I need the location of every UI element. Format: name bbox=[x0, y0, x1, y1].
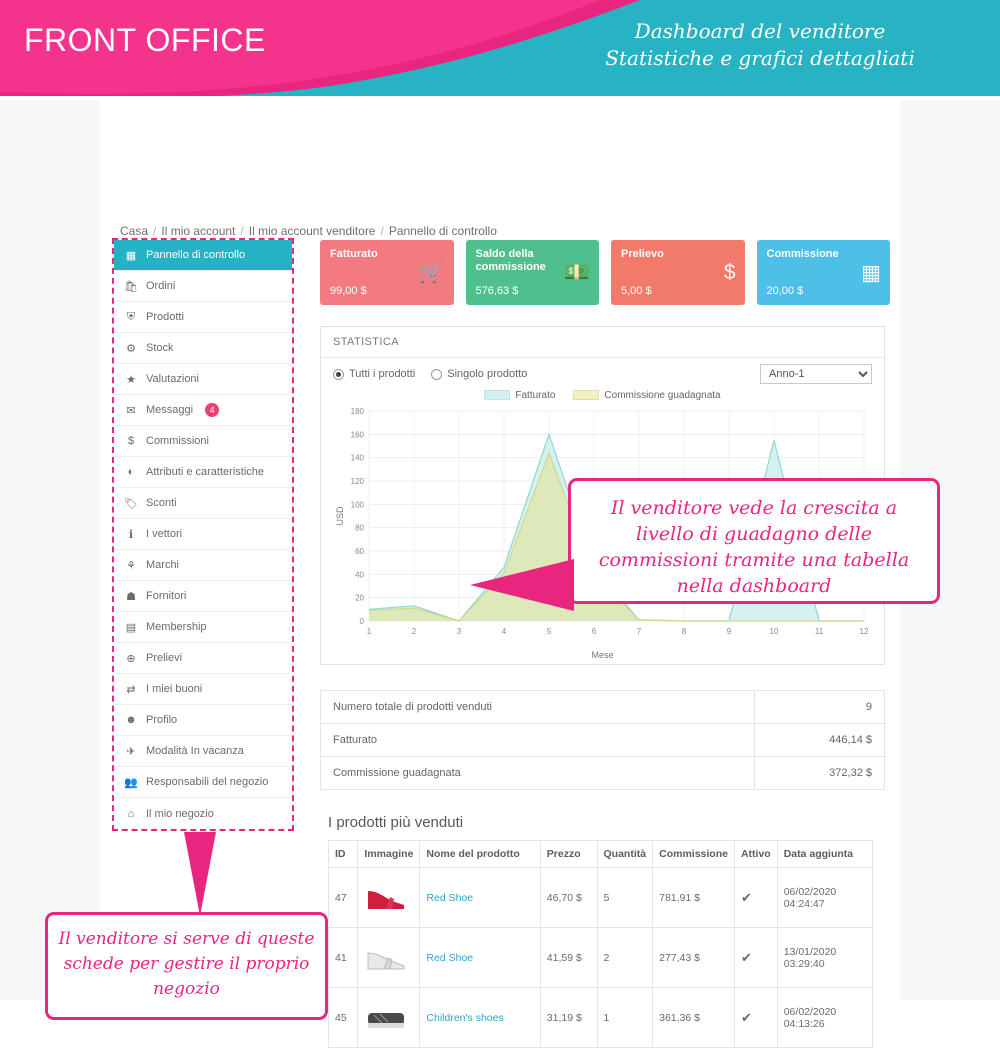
staff-icon: 👥 bbox=[124, 776, 138, 789]
svg-text:4: 4 bbox=[501, 627, 507, 636]
kpi-title: Saldo della commissione bbox=[475, 248, 546, 273]
sidebar-item-label: Ordini bbox=[146, 280, 176, 292]
svg-text:12: 12 bbox=[859, 627, 869, 636]
breadcrumb-sep: / bbox=[240, 224, 244, 238]
product-date-added: 06/02/2020 04:13:26 bbox=[777, 988, 872, 1048]
card-icon: ▤ bbox=[125, 621, 137, 634]
sidebar-item-fornitori[interactable] bbox=[114, 581, 292, 612]
sidebar-item-label: Responsabili del negozio bbox=[146, 776, 269, 788]
sidebar-item-label: Messaggi bbox=[146, 404, 194, 416]
summary-value: 9 bbox=[755, 691, 885, 724]
svg-text:120: 120 bbox=[350, 477, 364, 486]
svg-text:3: 3 bbox=[456, 627, 462, 636]
svg-text:20: 20 bbox=[355, 593, 364, 603]
sidebar-item-stock[interactable] bbox=[114, 333, 292, 364]
svg-text:5: 5 bbox=[546, 627, 552, 636]
svg-text:6: 6 bbox=[591, 627, 597, 636]
grid-icon: ▦ bbox=[861, 261, 881, 284]
svg-text:1: 1 bbox=[366, 627, 372, 636]
sidebar-item-membership[interactable] bbox=[114, 612, 292, 643]
svg-text:11: 11 bbox=[814, 627, 824, 636]
product-active-check: ✔ bbox=[734, 988, 777, 1048]
dollar-sign-icon: $ bbox=[723, 260, 736, 284]
sidebar-item-label: Profilo bbox=[146, 714, 178, 726]
legend-label-0: Fatturato bbox=[515, 390, 556, 401]
sidebar-item-valutazioni[interactable] bbox=[114, 364, 292, 395]
summary-row bbox=[321, 691, 885, 724]
sidebar-item-modalit-in-vacanza[interactable] bbox=[114, 736, 292, 767]
kpi-value: 576,63 $ bbox=[475, 285, 519, 297]
svg-text:2: 2 bbox=[411, 627, 417, 636]
product-name-cell bbox=[420, 928, 540, 988]
breadcrumb-item-2[interactable]: Il mio account venditore bbox=[248, 224, 376, 238]
banner-subtitle-line1: Dashboard del venditore bbox=[634, 19, 886, 43]
svg-text:USD: USD bbox=[335, 506, 345, 526]
sidebar-item-profilo[interactable] bbox=[114, 705, 292, 736]
legend-entry-fatturato bbox=[484, 390, 555, 401]
radio-single-product-dot bbox=[431, 369, 442, 380]
bag-icon: 🛍 bbox=[124, 280, 138, 293]
statistics-panel-title: STATISTICA bbox=[321, 327, 884, 358]
summary-row bbox=[321, 757, 885, 790]
sidebar-item-label: Fornitori bbox=[146, 590, 187, 602]
stock-icon: ⚙ bbox=[126, 342, 136, 355]
kpi-card-saldo-della-commissione[interactable] bbox=[466, 240, 600, 305]
product-price: 41,59 $ bbox=[540, 928, 597, 988]
svg-text:10: 10 bbox=[769, 627, 779, 636]
svg-text:180: 180 bbox=[350, 407, 364, 416]
kpi-card-prelievo[interactable] bbox=[611, 240, 745, 305]
column-header: Prezzo bbox=[540, 841, 597, 868]
column-header: Quantità bbox=[597, 841, 653, 868]
page-banner bbox=[0, 0, 1000, 100]
brand-icon: ⚘ bbox=[126, 559, 136, 572]
attribute-icon: ◐ bbox=[127, 466, 135, 478]
sidebar-item-label: Sconti bbox=[146, 497, 177, 509]
column-header: Immagine bbox=[358, 841, 420, 868]
sidebar-item-il-mio-negozio[interactable] bbox=[114, 798, 292, 829]
profile-icon: ☻ bbox=[125, 714, 137, 726]
message-icon: ✉ bbox=[126, 404, 136, 417]
breadcrumb-sep: / bbox=[153, 224, 157, 238]
product-active-check: ✔ bbox=[734, 928, 777, 988]
truck-icon: ℹ bbox=[128, 528, 134, 541]
voucher-icon: ⇄ bbox=[126, 683, 136, 696]
sidebar-item-label: Pannello di controllo bbox=[146, 249, 246, 261]
callout-commissions-tail bbox=[468, 555, 578, 615]
product-commission: 361,36 $ bbox=[653, 988, 735, 1048]
summary-row bbox=[321, 724, 885, 757]
table-header-row bbox=[329, 841, 873, 868]
sidebar-item-sconti[interactable] bbox=[114, 488, 292, 519]
radio-single-product[interactable] bbox=[431, 368, 527, 380]
column-header: Commissione bbox=[653, 841, 735, 868]
product-active-check: ✔ bbox=[734, 868, 777, 928]
column-header: Attivo bbox=[734, 841, 777, 868]
sidebar-item-ordini[interactable] bbox=[114, 271, 292, 302]
product-quantity: 2 bbox=[597, 928, 653, 988]
product-quantity: 5 bbox=[597, 868, 653, 928]
best-products-title: I prodotti più venduti bbox=[328, 814, 464, 831]
sidebar-item-label: Attributi e caratteristiche bbox=[146, 466, 264, 478]
sidebar-item-i-miei-buoni[interactable] bbox=[114, 674, 292, 705]
product-date-added: 06/02/2020 04:24:47 bbox=[777, 868, 872, 928]
withdraw-icon: ⊕ bbox=[126, 652, 136, 665]
sidebar-item-messaggi[interactable] bbox=[114, 395, 292, 426]
sidebar-item-attributi-e-caratteristiche[interactable] bbox=[114, 457, 292, 488]
sidebar-item-label: Membership bbox=[146, 621, 207, 633]
svg-text:160: 160 bbox=[350, 430, 364, 440]
table-row[interactable] bbox=[329, 988, 873, 1048]
breadcrumb-item-3: Pannello di controllo bbox=[388, 224, 497, 238]
kpi-card-commissione[interactable] bbox=[757, 240, 891, 305]
banner-title: FRONT OFFICE bbox=[24, 22, 266, 58]
sidebar-item-label: Commissioni bbox=[146, 435, 209, 447]
star-icon: ★ bbox=[126, 373, 136, 386]
sidebar-item-pannello-di-controllo[interactable] bbox=[114, 240, 292, 271]
summary-value: 446,14 $ bbox=[755, 724, 885, 757]
callout-commissions-text: Il venditore vede la crescita a livello di guadagno delle commissioni tramite una tabella nella dashboard bbox=[598, 497, 910, 597]
kpi-title: Fatturato bbox=[330, 248, 378, 260]
sidebar-item-label: Prodotti bbox=[146, 311, 184, 323]
product-name-link[interactable]: Children's shoes bbox=[426, 1011, 504, 1024]
svg-text:8: 8 bbox=[681, 627, 687, 636]
sidebar-item-label: Modalità In vacanza bbox=[146, 745, 244, 757]
kpi-title: Commissione bbox=[766, 248, 839, 260]
summary-table bbox=[320, 690, 885, 790]
product-commission: 277,43 $ bbox=[653, 928, 735, 988]
product-name-link[interactable]: Red Shoe bbox=[426, 891, 474, 904]
sidebar-item-label: Valutazioni bbox=[146, 373, 199, 385]
breadcrumb-item-1[interactable]: Il mio account bbox=[161, 224, 236, 238]
kpi-value: 20,00 $ bbox=[766, 285, 804, 297]
product-name-cell bbox=[420, 988, 540, 1048]
dollar-icon: $ bbox=[127, 435, 135, 447]
vendor-sidebar[interactable] bbox=[112, 238, 294, 831]
banner-subtitle bbox=[550, 18, 970, 72]
svg-text:100: 100 bbox=[350, 500, 364, 510]
radio-all-products-label: Tutti i prodotti bbox=[349, 368, 416, 380]
sidebar-item-label: I vettori bbox=[146, 528, 183, 540]
breadcrumb-item-0[interactable]: Casa bbox=[120, 224, 149, 238]
product-name-link[interactable]: Red Shoe bbox=[426, 951, 474, 964]
kpi-value: 5,00 $ bbox=[621, 285, 652, 297]
summary-label: Numero totale di prodotti venduti bbox=[321, 691, 755, 724]
sidebar-item-marchi[interactable] bbox=[114, 550, 292, 581]
sidebar-item-responsabili-del-negozio[interactable] bbox=[114, 767, 292, 798]
legend-swatch-commissione bbox=[573, 390, 599, 400]
statistics-filter-row bbox=[321, 358, 884, 386]
banner-subtitle-line2: Statistiche e grafici dettagliati bbox=[605, 46, 915, 70]
sidebar-item-prodotti[interactable] bbox=[114, 302, 292, 333]
sidebar-item-label: Prelievi bbox=[146, 652, 183, 664]
best-products-table bbox=[328, 840, 873, 1048]
sidebar-item-commissioni[interactable] bbox=[114, 426, 292, 457]
sidebar-item-label: Il mio negozio bbox=[146, 807, 214, 820]
product-id: 47 bbox=[329, 868, 358, 928]
radio-all-products[interactable] bbox=[333, 368, 415, 380]
product-price: 31,19 $ bbox=[540, 988, 597, 1048]
callout-sidebar-tail bbox=[160, 830, 240, 920]
breadcrumb-sep: / bbox=[380, 224, 384, 238]
white-heels-thumb bbox=[358, 928, 420, 988]
product-id: 45 bbox=[329, 988, 358, 1048]
kpi-value: 99,00 $ bbox=[330, 285, 367, 297]
table-row[interactable] bbox=[329, 928, 873, 988]
sidebar-item-label: I miei buoni bbox=[146, 683, 203, 695]
column-header: Data aggiunta bbox=[777, 841, 872, 868]
svg-text:0: 0 bbox=[359, 617, 364, 626]
summary-label: Commissione guadagnata bbox=[321, 757, 755, 790]
sneakers-thumb bbox=[358, 988, 420, 1048]
legend-label-1: Commissione guadagnata bbox=[604, 390, 721, 401]
kpi-cards bbox=[320, 240, 890, 305]
summary-label: Fatturato bbox=[321, 724, 755, 757]
svg-text:9: 9 bbox=[726, 627, 732, 636]
summary-value: 372,32 $ bbox=[755, 757, 885, 790]
callout-sidebar bbox=[45, 912, 328, 1020]
sidebar-item-badge: 4 bbox=[205, 403, 219, 417]
product-commission: 781,91 $ bbox=[653, 868, 735, 928]
supplier-icon: ☗ bbox=[126, 590, 136, 603]
cart-icon: 🛒 bbox=[418, 260, 445, 284]
column-header: ID bbox=[329, 841, 358, 868]
legend-entry-commissione bbox=[573, 390, 720, 401]
kpi-title: Prelievo bbox=[621, 248, 664, 260]
dashboard-icon: ▦ bbox=[125, 249, 137, 262]
svg-text:7: 7 bbox=[636, 627, 642, 636]
svg-text:80: 80 bbox=[355, 523, 364, 533]
sidebar-item-prelievi[interactable] bbox=[114, 643, 292, 674]
sidebar-item-i-vettori[interactable] bbox=[114, 519, 292, 550]
product-price: 46,70 $ bbox=[540, 868, 597, 928]
product-name-cell bbox=[420, 868, 540, 928]
sidebar-item-label: Stock bbox=[146, 342, 174, 354]
chart-x-axis-label: Mese bbox=[591, 650, 614, 660]
red-heels-thumb bbox=[358, 868, 420, 928]
page-body bbox=[0, 100, 1000, 1030]
plane-icon: ✈ bbox=[126, 745, 136, 758]
product-quantity: 1 bbox=[597, 988, 653, 1048]
callout-commissions bbox=[568, 478, 940, 604]
radio-single-product-label: Singolo prodotto bbox=[447, 368, 528, 380]
gift-icon: ⛨ bbox=[126, 310, 136, 323]
tag-icon: 🏷 bbox=[124, 497, 138, 510]
shop-icon: ⌂ bbox=[127, 807, 135, 820]
column-header: Nome del prodotto bbox=[420, 841, 540, 868]
svg-text:60: 60 bbox=[355, 547, 364, 556]
chart-legend bbox=[321, 390, 884, 401]
year-select[interactable] bbox=[760, 364, 872, 384]
callout-sidebar-text: Il venditore si serve di queste schede per gestire il proprio negozio bbox=[58, 929, 315, 999]
table-row[interactable] bbox=[329, 868, 873, 928]
money-icon: 💵 bbox=[563, 260, 590, 284]
product-date-added: 13/01/2020 03:29:40 bbox=[777, 928, 872, 988]
kpi-card-fatturato[interactable] bbox=[320, 240, 454, 305]
legend-swatch-fatturato bbox=[484, 390, 510, 400]
svg-text:140: 140 bbox=[350, 453, 364, 463]
svg-text:40: 40 bbox=[355, 570, 364, 580]
sidebar-item-label: Marchi bbox=[146, 559, 180, 571]
radio-all-products-dot bbox=[333, 369, 344, 380]
product-id: 41 bbox=[329, 928, 358, 988]
